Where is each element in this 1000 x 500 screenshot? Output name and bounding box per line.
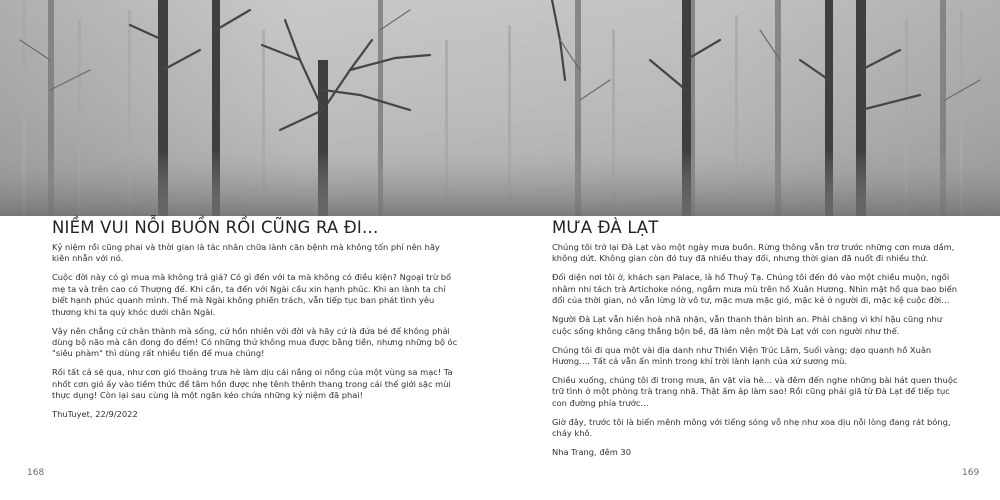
paragraph: Vậy nên chẳng cứ chân thành mà sống, cứ hồn nhiên với đời và hãy cứ là đứa bé để không phải dùng bộ não mà cân đong đo đếm! Có những thứ không mua được bằng tiền, nhưng những bộ óc "siêu phàm" thì dùng rất nhiều tiền để mua chúng! xyxy=(52,325,458,359)
misty-pine-forest-photo xyxy=(0,0,1000,216)
paragraph: Chúng tôi đi qua một vài địa danh như Thiền Viện Trúc Lâm, Suối vàng; dạo quanh hồ Xuân Hương…. Tất cả vẫn ẩn mình trong khí trời lành lạnh của xứ sương mù. xyxy=(552,344,932,367)
paragraph: Chúng tôi trở lại Đà Lạt vào một ngày mưa buồn. Rừng thông vẫn trơ trước những cơn mưa dầm, không dứt. Không gian còn đó tuy đã nhiều thay đổi, nhưng thời gian đã nuốt đi nhiều thứ. xyxy=(552,242,955,264)
page-title: MƯA ĐÀ LẠT xyxy=(552,218,659,237)
paragraph: Cuộc đời này có gì mua mà không trả giá? Có gì đến với ta mà không có điều kiện? Ngoại trừ bố mẹ ta và trên cao có Thượng đế. Khi cần, ta đến với Ngài cầu xin hạnh phúc. Khi an lành ta chỉ biết hạnh phúc quanh mình. Thế mà Ngài không phiền trách, vẫn tiếp tục ban phát tình yêu thương khi ta quỳ khóc dưới chân Ngài. xyxy=(52,272,452,317)
signature: Nha Trang, đêm 30 xyxy=(552,447,631,458)
page-title: NIỀM VUI NỖI BUỒN RỒI CŨNG RA ĐI… xyxy=(52,218,379,237)
paragraph: Rồi tất cả sẽ qua, như cơn gió thoảng trưa hè làm dịu cái nắng oi nồng của một vùng sa mạc! Ta nhốt cơn gió ấy vào tiềm thức để tâm hồn được nhẹ tênh thênh thang trong cái thế giới sặc mùi thực dụng! Còn lại sau cùng là một ngăn kéo chứa những kỷ niệm đã phai! xyxy=(52,367,453,401)
left-page xyxy=(52,218,458,428)
page-number: 169 xyxy=(962,468,980,478)
paragraph: Đối diện nơi tôi ở, khách sạn Palace, là hồ Thuỷ Tạ. Chúng tôi đến đó vào một chiều muộn, ngồi nhâm nhi tách trà Artichoke nóng, ngắm mưa mù trên hồ Xuân Hương. Nhìn mặt hồ qua bao biến đổi của thời gian, nó vẫn lừng lờ vô tư, mặc mưa mặc gió, mặc kẻ ở người đi, mặc kệ cuộc đời… xyxy=(552,272,957,306)
paragraph: Kỷ niệm rồi cũng phai và thời gian là tác nhân chữa lành căn bệnh mà không tốn phí nên hãy kiên nhẫn với nó. xyxy=(52,242,440,264)
paragraph: Giờ đây, trước tôi là biển mênh mông với tiếng sóng vỗ nhẹ như xoa dịu nỗi lòng đang rát bỏng, cháy khô. xyxy=(552,416,951,439)
paragraph: Chiều xuống, chúng tôi đi trong mưa, ăn vặt vỉa hè… và đêm đến nghe những bài hát quen thuộc trữ tình ở một phòng trà trang nhã. Thật ấm áp làm sao! Rồi cũng phải giã từ Đà Lạt để tiếp tục con đường phía trước… xyxy=(552,375,958,408)
page-number: 168 xyxy=(27,468,45,478)
signature: ThuTuyet, 22/9/2022 xyxy=(52,409,138,420)
paragraph: Người Đà Lạt vẫn hiền hoà nhã nhặn, vẫn thanh thản bình an. Phải chăng vì khí hậu cũng như cuộc sống không căng thẳng bộn bề, đã làm nên một Đà Lạt với con người như thế. xyxy=(552,314,943,336)
right-page xyxy=(552,218,958,466)
